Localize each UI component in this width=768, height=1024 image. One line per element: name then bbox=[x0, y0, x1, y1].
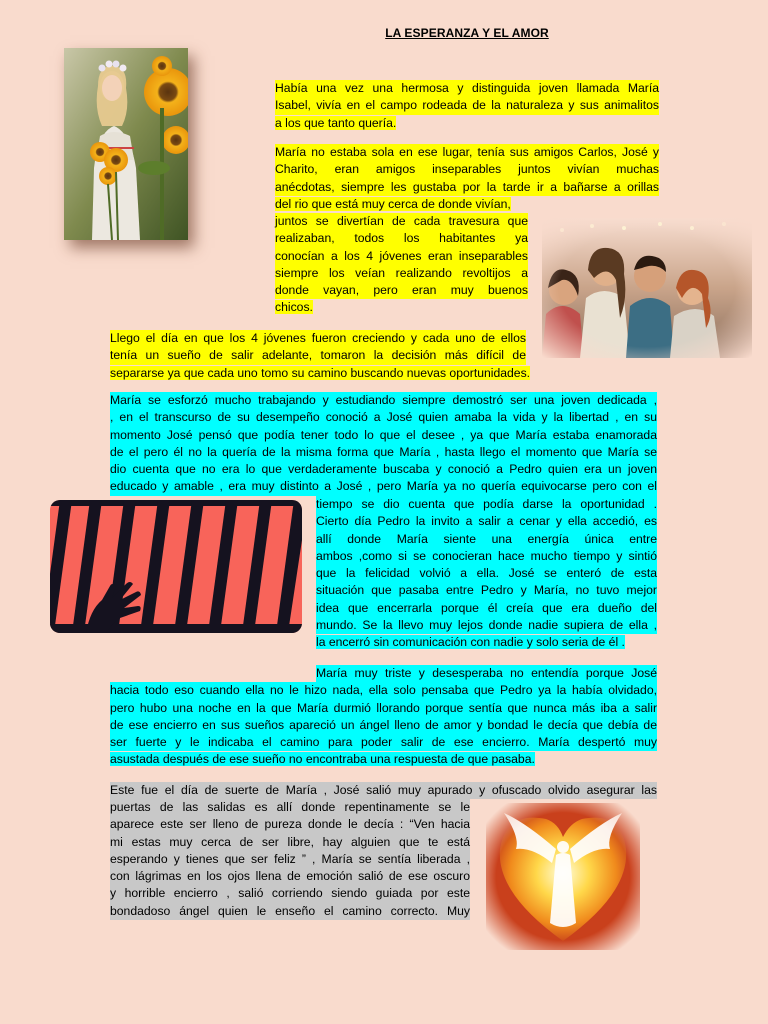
text-line: situación que pasaba entre Pedro y María, no tuvo mejor bbox=[316, 582, 657, 599]
text-line: educado y amable , era muy distinto a José , pero María ya no quería equivocarse pero con el bbox=[110, 478, 657, 495]
paragraph-2 bbox=[275, 144, 659, 213]
text-line: aparece este ser lleno de pureza donde le decía : “Ven hacia bbox=[110, 816, 470, 833]
text-line: conocían a los 4 jóvenes eran inseparables bbox=[275, 248, 528, 265]
text-line bbox=[275, 196, 659, 213]
text-line: María no estaba sola en ese lugar, tenía sus amigos Carlos, José y bbox=[275, 144, 659, 161]
paragraph-4-wrapped bbox=[316, 496, 657, 652]
paragraph-6 bbox=[110, 782, 657, 799]
text-line: María se esforzó mucho trabajando y estudiando siempre demostró ser una joven dedicada , bbox=[110, 392, 657, 409]
text-line: Llego el día en que los 4 jóvenes fueron creciendo y cada uno de ellos bbox=[110, 330, 526, 347]
text-line: Isabel, vivía en el campo rodeada de la naturaleza y sus animalitos bbox=[275, 97, 659, 114]
text-line: juntos se divertían de cada travesura que bbox=[275, 213, 528, 230]
text-line bbox=[275, 299, 528, 316]
text-line-content: María muy triste y desesperaba no entendía porque José bbox=[316, 665, 657, 682]
text-line: tenía un sueño de salir adelante, tomaron la decisión más difícil de bbox=[110, 347, 526, 364]
paragraph-3 bbox=[110, 330, 531, 382]
paragraph-6-wrapped bbox=[110, 799, 470, 920]
text-line-content: del rio que está muy cerca de donde vivían, bbox=[275, 196, 511, 211]
paragraph-5 bbox=[110, 665, 657, 769]
text-line: tiempo se dio cuenta que podía darse la oportunidad . bbox=[316, 496, 657, 513]
angel-heart-illustration bbox=[486, 803, 640, 950]
text-line: donde vayan, pero eran muy buenos bbox=[275, 282, 528, 299]
text-line: idea que encerrarla porque él creía que era dueño del bbox=[316, 600, 657, 617]
text-line: momento José pensó que podía tener todo lo que el desee , ya que María estaba enamorada bbox=[110, 427, 657, 444]
text-line: con lágrimas en los ojos llena de emoción salió de ese oscuro bbox=[110, 868, 470, 885]
text-line: realizaban, todos los habitantes ya bbox=[275, 230, 528, 247]
text-line: que la felicidad volvió a ella. José se enteró de esta bbox=[316, 565, 657, 582]
text-line-content: asustada después de ese sueño no encontraba una respuesta de que pasaba. bbox=[110, 752, 535, 767]
page-title: LA ESPERANZA Y EL AMOR bbox=[385, 26, 549, 40]
text-line: ser fuerte y le indicaba el camino para poder salir de ese encierro. María despertó muy bbox=[110, 734, 657, 751]
text-line-content: chicos. bbox=[275, 300, 313, 315]
text-line: mi estas muy cerca de ser libre, hay alguien que te está bbox=[110, 834, 470, 851]
text-line: Charito, eran amigos inseparables juntos vivían muchas bbox=[275, 161, 659, 178]
text-line bbox=[110, 365, 531, 382]
four-friends-photo bbox=[542, 218, 752, 358]
text-line: mundo. Se la llevo muy lejos donde nadie supiera de ella , bbox=[316, 617, 657, 634]
text-line: ambos ,como si se conocieran hace mucho tiempo y sintió bbox=[316, 548, 657, 565]
text-line: allí donde María siente una energía única entre bbox=[316, 531, 657, 548]
text-line-content: la encerró sin comunicación con nadie y solo seria de él . bbox=[316, 635, 625, 650]
text-line: y horrible encierro , salió corriendo siendo guiada por este bbox=[110, 885, 470, 902]
text-line bbox=[275, 115, 659, 132]
text-line: dio cuenta que no era lo que verdaderamente buscaba y conoció a Pedro quien era un joven bbox=[110, 461, 657, 478]
text-line: Este fue el día de suerte de María , José salió muy apurado y ofuscado olvido asegurar las bbox=[110, 782, 657, 799]
text-line: puertas de las salidas es allí donde repentinamente se le bbox=[110, 799, 470, 816]
text-line: hacia todo eso cuando ella no le hizo nada, ella solo pensaba que Pedro ya la había olvidado, bbox=[110, 682, 657, 699]
text-line: anécdotas, siempre les gustaba por la tarde ir a bañarse a orillas bbox=[275, 179, 659, 196]
text-line: Había una vez una hermosa y distinguida joven llamada María bbox=[275, 80, 659, 97]
text-line: de el pero él no la quería de la misma forma que María , hasta llego el momento que María se bbox=[110, 444, 657, 461]
text-line: bondadoso ángel quien le enseño el camino correcto. Muy bbox=[110, 903, 470, 920]
paragraph-4 bbox=[110, 392, 657, 496]
prison-bars-hand-illustration bbox=[50, 500, 302, 633]
text-line: de ese encierro en sus sueños apareció un ángel lleno de amor y bondad le decía que debía de bbox=[110, 717, 657, 734]
text-line: esperando y tienes que ser feliz ” , María se sentía liberada , bbox=[110, 851, 470, 868]
text-line: , en el transcurso de su desempeño conoció a José quien amaba la vida y la libertad , en su bbox=[110, 409, 657, 426]
girl-with-sunflowers-photo bbox=[64, 48, 188, 240]
text-line: pero hubo una noche en la que María durmió llorando porque sentía que nunca más iba a salir bbox=[110, 700, 657, 717]
text-line bbox=[316, 634, 657, 651]
text-line bbox=[110, 665, 657, 682]
text-line bbox=[110, 751, 657, 768]
text-line-content: a los que tanto quería. bbox=[275, 115, 397, 130]
text-line: siempre los veían realizando revoltijos a bbox=[275, 265, 528, 282]
text-line: Cierto día Pedro la invito a salir a cenar y ella accedió, es bbox=[316, 513, 657, 530]
paragraph-2-wrapped bbox=[275, 213, 528, 317]
paragraph-1 bbox=[275, 80, 659, 132]
text-line-content: separarse ya que cada uno tomo su camino buscando nuevas oportunidades. bbox=[110, 365, 531, 380]
